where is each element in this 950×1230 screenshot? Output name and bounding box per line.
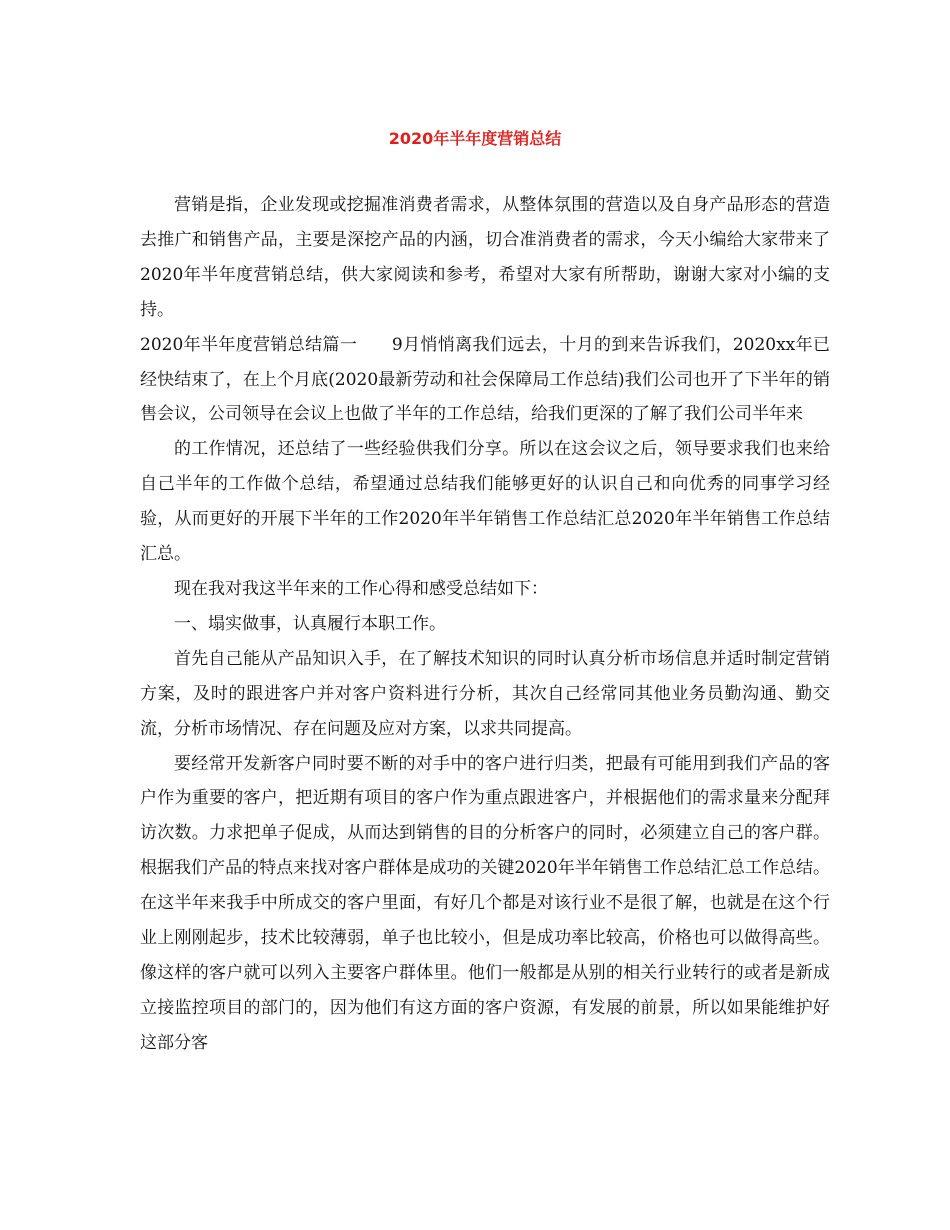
paragraph-heading-one: 一、塌实做事，认真履行本职工作。 xyxy=(174,613,446,634)
paragraph-product-knowledge: 首先自己能从产品知识入手，在了解技术知识的同时认真分析市场信息并适时制定营销方案，及时的跟进客户并对客户资料进行分析，其次自己经常同其他业务员勤沟通、勤交流，分析市场情况、存在问题及应对方案，以求共同提高。 xyxy=(140,648,830,739)
document-body xyxy=(140,188,830,1061)
paragraph-intro: 营销是指，企业发现或挖掘准消费者需求，从整体氛围的营造以及自身产品形态的营造去推广和销售产品，主要是深挖产品的内涵，切合准消费者的需求，今天小编给大家带来了2020年半年度营销总结，供大家阅读和参考，希望对大家有所帮助，谢谢大家对小编的支持。 xyxy=(140,195,830,320)
document-title: 2020年半年度营销总结 xyxy=(388,129,562,148)
paragraph-summary-intro: 现在我对我这半年来的工作心得和感受总结如下： xyxy=(174,578,548,599)
paragraph-work-situation: 的工作情况，还总结了一些经验供我们分享。所以在这会议之后，领导要求我们也来给自己半年的工作做个总结，希望通过总结我们能够更好的认识自己和向优秀的同事学习经验，从而更好的开展下半年的工作2020年半年销售工作总结汇总2020年半年销售工作总结汇总。 xyxy=(140,439,830,565)
paragraph-section-one: 2020年半年度营销总结篇一 9月悄悄离我们远去，十月的到来告诉我们，2020xx年已经快结束了，在上个月底(2020最新劳动和社会保障局工作总结)我们公司也开了下半年的销售会议，公司领导在会议上也做了半年的工作总结，给我们更深的了解了我们公司半年来 xyxy=(140,334,830,425)
paragraph-customer-development: 要经常开发新客户同时要不断的对手中的客户进行归类，把最有可能用到我们产品的客户作为重要的客户，把近期有项目的客户作为重点跟进客户，并根据他们的需求量来分配拜访次数。力求把单子促成，从而达到销售的目的分析客户的同时，必须建立自己的客户群。根据我们产品的特点来找对客户群体是成功的关键2020年半年销售工作总结汇总工作总结。在这半年来我手中所成交的客户里面，有好几个都是对该行业不是很了解，也就是在这个行业上刚刚起步，技术比较薄弱，单子也比较小，但是成功率比较高，价格也可以做得高些。像这样的客户就可以列入主要客户群体里。他们一般都是从别的相关行业转行的或者是新成立接监控项目的部门的，因为他们有这方面的客户资源，有发展的前景，所以如果能维护好这部分客 xyxy=(140,753,830,1053)
